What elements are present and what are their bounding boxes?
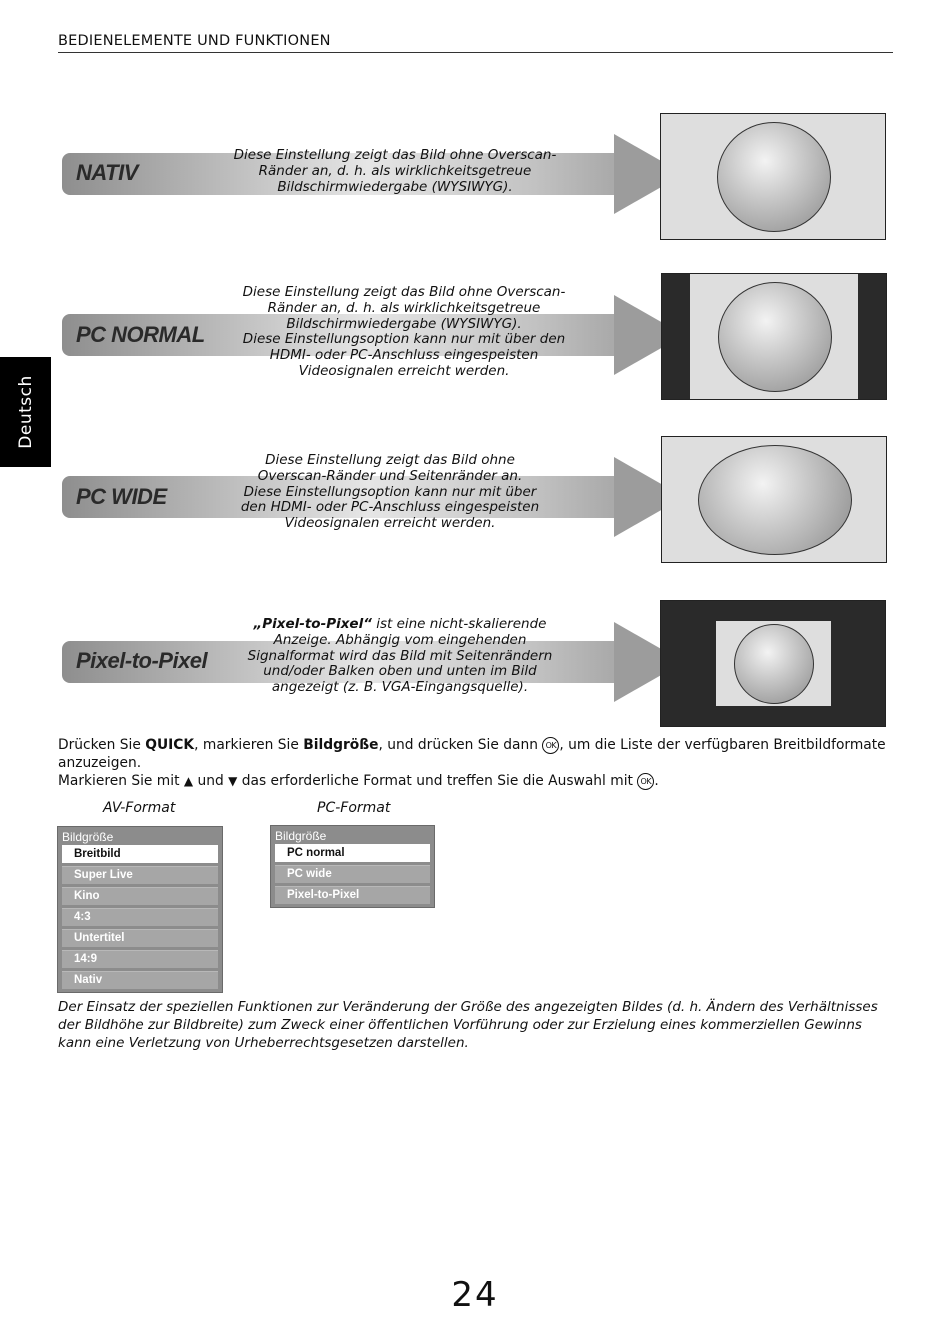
mode-description-nativ: Diese Einstellung zeigt das Bild ohne Overscan- Ränder an, d. h. als wirklichkeitsgetreue Bildschirmwiedergabe (WYSIWYG). [233, 147, 557, 195]
page-header: BEDIENELEMENTE UND FUNKTIONEN [58, 33, 893, 53]
instruction-paragraph-1: Drücken Sie QUICK, markieren Sie Bildgröße, und drücken Sie dann OK , um die Liste der verfügbaren Breitbildformate anzuzeigen. [58, 737, 886, 771]
menu-item-untertitel[interactable]: Untertitel [62, 929, 218, 947]
menu-item-pixel-to-pixel[interactable]: Pixel-to-Pixel [275, 886, 430, 904]
ok-button-icon: OK [542, 737, 559, 754]
menu-item-breitbild[interactable]: Breitbild [62, 845, 218, 863]
instruction-paragraph-2: Markieren Sie mit ▲ und ▼ das erforderliche Format und treffen Sie die Auswahl mit OK . [58, 773, 659, 789]
mode-label-pc-normal: PC NORMAL [76, 322, 205, 347]
menu-item-4-3[interactable]: 4:3 [62, 908, 218, 926]
copyright-footnote: Der Einsatz der speziellen Funktionen zur Veränderung der Größe des angezeigten Bildes (d. h. Ändern des Verhältnisses der Bildhöhe zur Bildbreite) zum Zweck einer öffentlichen Vorführung oder zur Erzielung eines kommerziellen Gewinns kann eine Verletzung von Urheberrechtsgesetzen darstellen. [58, 999, 878, 1051]
mode-label-pixel-to-pixel: Pixel-to-Pixel [76, 648, 208, 673]
tv-screen-pc-wide [661, 436, 887, 563]
menu-item-pc-normal[interactable]: PC normal [275, 844, 430, 862]
pc-format-caption: PC-Format [317, 800, 391, 816]
picture-circle [717, 122, 831, 232]
mode-description-pc-normal: Diese Einstellung zeigt das Bild ohne Overscan- Ränder an, d. h. als wirklichkeitsgetreue Bildschirmwiedergabe (WYSIWYG). Diese Einstellungsoption kann nur mit über den HDMI- oder PC-Anschluss eingespeisten Videosignalen erreicht werden. [242, 284, 566, 379]
picture-ellipse [698, 445, 852, 555]
mode-label-nativ: NATIV [76, 160, 138, 185]
pc-format-menu [270, 825, 435, 908]
page-number: 24 [451, 1275, 499, 1315]
mode-row-nativ [0, 110, 950, 240]
mode-row-pc-normal [0, 272, 950, 402]
menu-item-super-live[interactable]: Super Live [62, 866, 218, 884]
mode-description-pc-wide: Diese Einstellung zeigt das Bild ohne Overscan-Ränder und Seitenränder an. Diese Einstellungsoption kann nur mit über den HDMI- oder PC-Anschluss eingespeisten Videosignalen erreicht werden. [240, 452, 540, 532]
up-arrow-icon: ▲ [183, 774, 194, 788]
menu-title: Bildgröße [275, 829, 327, 843]
mode-description-pixel-to-pixel: „Pixel-to-Pixel“ ist eine nicht-skalierende Anzeige. Abhängig vom eingehenden Signalformat wird das Bild mit Seitenrändern und/oder Balken oben und unten im Bild angezeigt (z. B. VGA-Eingangsquelle). [247, 616, 553, 696]
picture-circle [718, 282, 832, 392]
menu-item-pc-wide[interactable]: PC wide [275, 865, 430, 883]
tv-screen-pc-normal [661, 273, 887, 400]
language-label: Deutsch [15, 375, 36, 449]
picture-circle [734, 624, 814, 704]
ok-button-icon: OK [637, 773, 654, 790]
mode-row-pixel-to-pixel [0, 598, 950, 728]
menu-title: Bildgröße [62, 830, 114, 844]
down-arrow-icon: ▼ [228, 774, 238, 788]
mode-row-pc-wide [0, 434, 950, 564]
mode-label-pc-wide: PC WIDE [76, 484, 167, 509]
av-format-menu [57, 826, 223, 993]
menu-item-14-9[interactable]: 14:9 [62, 950, 218, 968]
av-format-caption: AV-Format [103, 800, 176, 816]
tv-screen-nativ [660, 113, 886, 240]
menu-item-kino[interactable]: Kino [62, 887, 218, 905]
menu-item-nativ[interactable]: Nativ [62, 971, 218, 989]
tv-screen-pixel-to-pixel [660, 600, 886, 727]
